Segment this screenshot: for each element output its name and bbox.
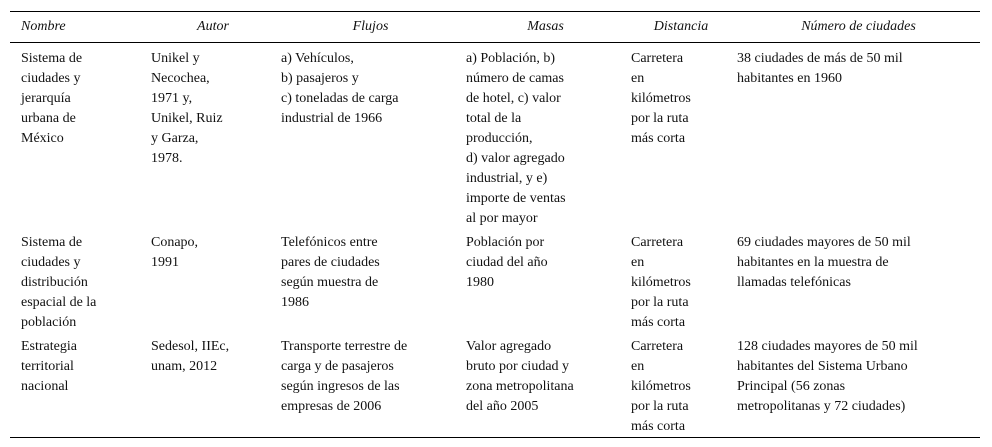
cell-numero-ciudades: 38 ciudades de más de 50 mil habitantes en 1960: [737, 51, 903, 86]
cell-distancia: Carretera en kilómetros por la ruta más corta: [631, 51, 691, 146]
cell-flujos: a) Vehículos, b) pasajeros y c) toneladas de carga industrial de 1966: [281, 51, 399, 126]
header-numero-ciudades: Número de ciudades: [801, 19, 916, 34]
cell-numero-ciudades: 128 ciudades mayores de 50 mil habitantes del Sistema Urbano Principal (56 zonas metropolitanas y 72 ciudades): [737, 339, 918, 414]
comparison-table: [10, 11, 980, 438]
cell-masas: Población por ciudad del año 1980: [466, 235, 548, 290]
cell-numero-ciudades: 69 ciudades mayores de 50 mil habitantes en la muestra de llamadas telefónicas: [737, 235, 911, 290]
table-row: [10, 43, 980, 230]
cell-masas: Valor agregado bruto por ciudad y zona metropolitana del año 2005: [466, 339, 574, 414]
cell-flujos: Transporte terrestre de carga y de pasajeros según ingresos de las empresas de 2006: [281, 339, 408, 414]
header-nombre: Nombre: [21, 19, 66, 34]
table-header-row: [10, 12, 980, 43]
cell-flujos: Telefónicos entre pares de ciudades según muestra de 1986: [281, 235, 380, 310]
header-distancia: Distancia: [653, 19, 709, 34]
header-autor: Autor: [197, 19, 229, 34]
cell-distancia: Carretera en kilómetros por la ruta más corta: [631, 235, 691, 330]
cell-distancia: Carretera en kilómetros por la ruta más corta: [631, 339, 691, 434]
cell-autor: Unikel y Necochea, 1971 y, Unikel, Ruiz y Garza, 1978.: [151, 51, 223, 166]
cell-masas: a) Población, b) número de camas de hotel, c) valor total de la producción, d) valor agregado industrial, y e) importe de ventas al por mayor: [466, 51, 566, 226]
cell-autor: Sedesol, IIEc, unam, 2012: [151, 339, 230, 374]
header-flujos: Flujos: [352, 19, 389, 34]
cell-nombre: Sistema de ciudades y distribución espacial de la población: [21, 235, 97, 330]
table-row: [10, 333, 980, 438]
cell-nombre: Sistema de ciudades y jerarquía urbana de México: [21, 51, 83, 146]
table-row: [10, 229, 980, 333]
cell-autor: Conapo, 1991: [151, 235, 199, 270]
header-masas: Masas: [527, 19, 564, 34]
cell-nombre: Estrategia territorial nacional: [21, 339, 77, 394]
